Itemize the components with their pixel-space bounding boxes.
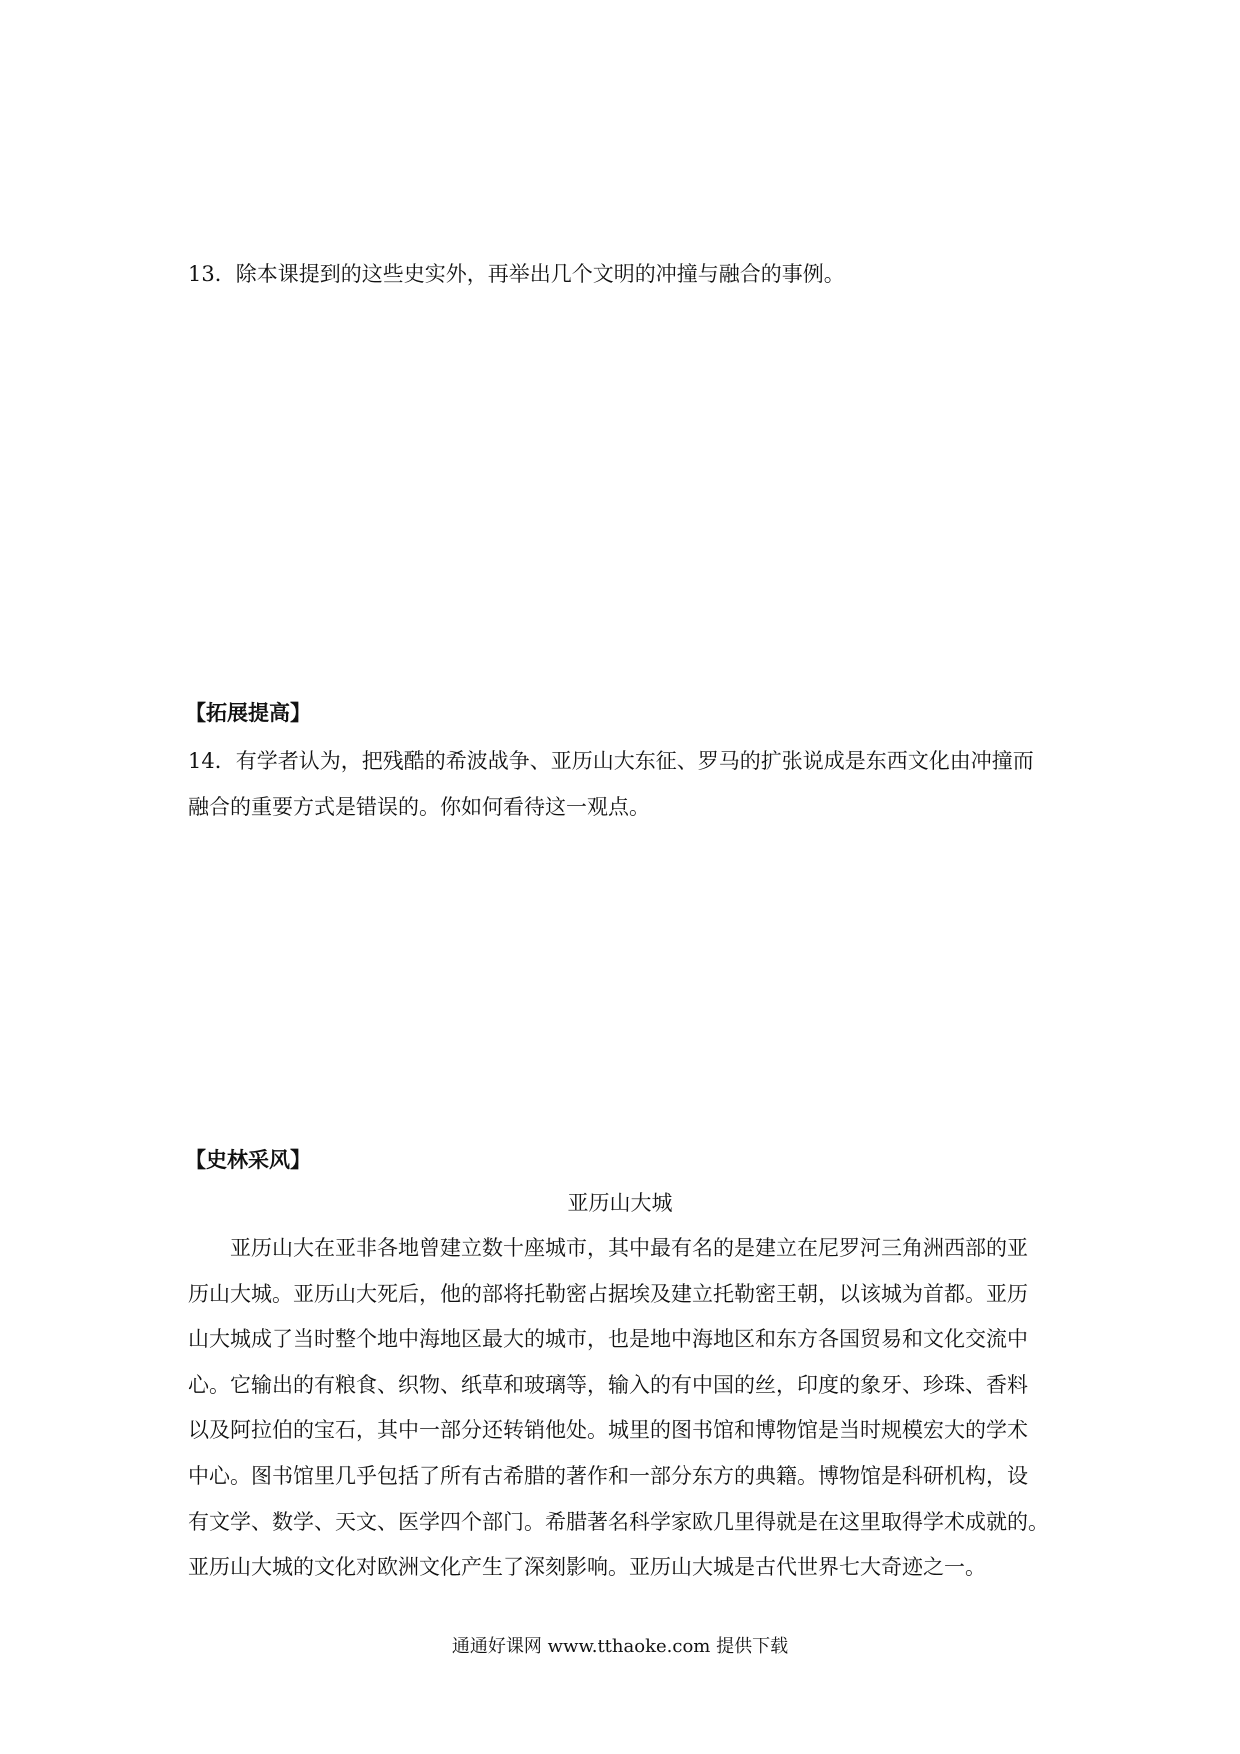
article-line: 心。它输出的有粮食、织物、纸草和玻璃等，输入的有中国的丝，印度的象牙、珍珠、香料 — [188, 1372, 1028, 1397]
question-14-line-2: 融合的重要方式是错误的。你如何看待这一观点。 — [188, 795, 650, 819]
article-body — [188, 1226, 1058, 1591]
question-13: 13．除本课提到的这些史实外，再举出几个文明的冲撞与融合的事例。 — [188, 262, 845, 286]
article-line: 亚历山大在亚非各地曾建立数十座城市，其中最有名的是建立在尼罗河三角洲西部的亚 — [188, 1236, 1028, 1260]
article-line: 以及阿拉伯的宝石，其中一部分还转销他处。城里的图书馆和博物馆是当时规模宏大的学术 — [188, 1418, 1028, 1443]
section-heading-extension: 【拓展提高】 — [185, 701, 311, 725]
article-line: 有文学、数学、天文、医学四个部门。希腊著名科学家欧几里得就是在这里取得学术成就的。 — [188, 1509, 1049, 1534]
article-line: 山大城成了当时整个地中海地区最大的城市，也是地中海地区和东方各国贸易和文化交流中 — [188, 1327, 1028, 1352]
article-title: 亚历山大城 — [567, 1191, 673, 1215]
page-footer: 通通好课网 www.tthaoke.com 提供下载 — [451, 1636, 789, 1657]
article-line: 历山大城。亚历山大死后，他的部将托勒密占据埃及建立托勒密王朝，以该城为首都。亚历 — [188, 1281, 1028, 1306]
article-line: 中心。图书馆里几乎包括了所有古希腊的著作和一部分东方的典籍。博物馆是科研机构，设 — [188, 1463, 1028, 1488]
article-line: 亚历山大城的文化对欧洲文化产生了深刻影响。亚历山大城是古代世界七大奇迹之一。 — [188, 1555, 986, 1580]
section-heading-history: 【史林采风】 — [185, 1148, 311, 1172]
question-14-line-1: 14．有学者认为，把残酷的希波战争、亚历山大东征、罗马的扩张说成是东西文化由冲撞而 — [188, 749, 1034, 773]
